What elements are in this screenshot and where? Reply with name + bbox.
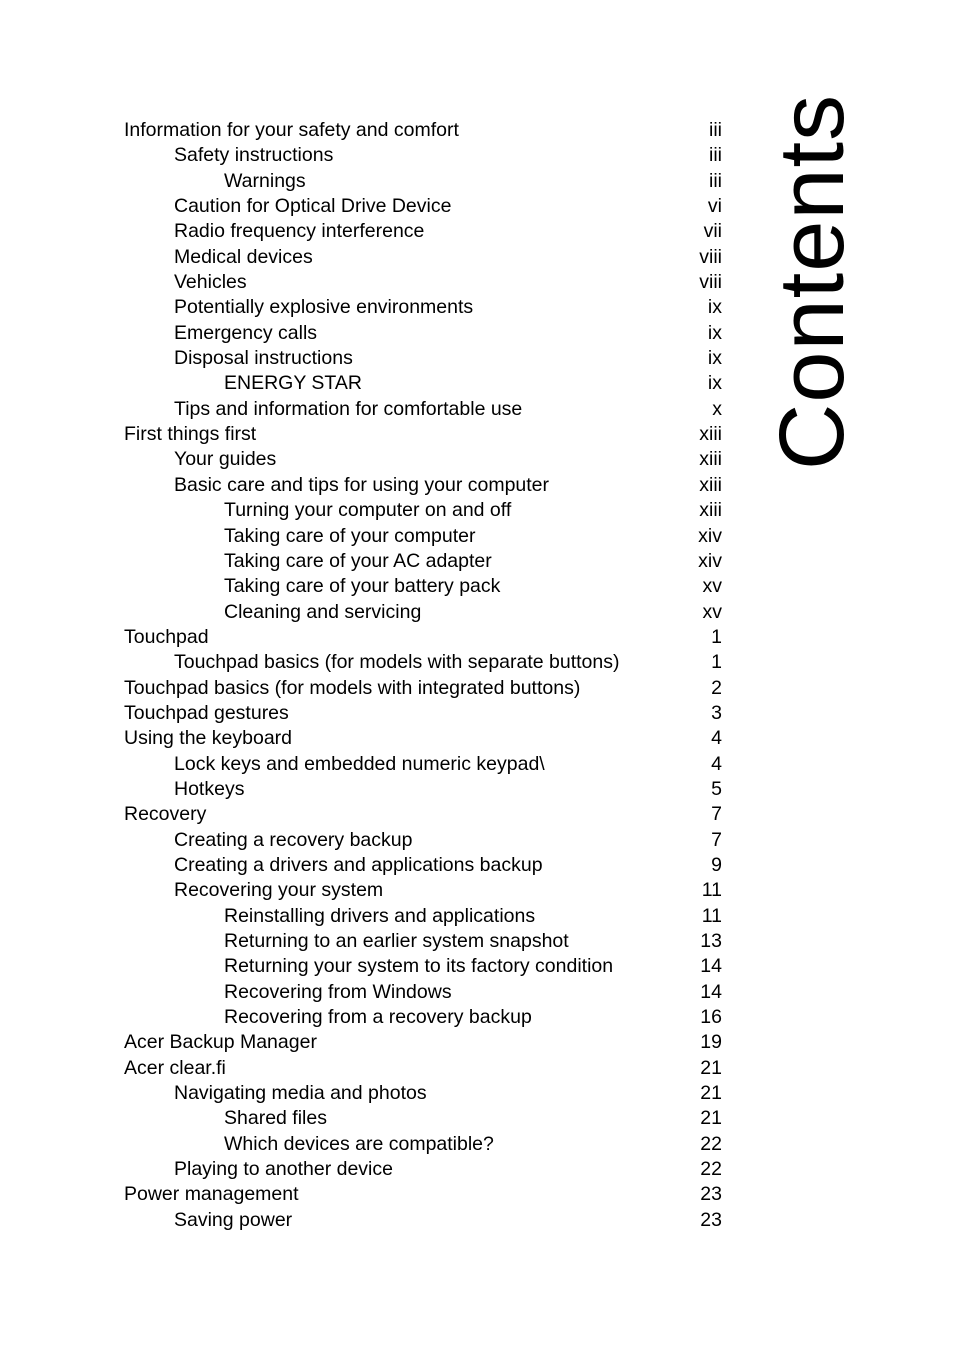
toc-entry-title: First things first	[124, 423, 257, 446]
toc-entry[interactable]	[124, 1056, 724, 1081]
toc-entry-title: Safety instructions	[174, 144, 334, 167]
toc-entry-title: Turning your computer on and off	[224, 499, 512, 522]
toc-entry-page-number: xv	[702, 575, 722, 598]
toc-entry-page-number: 9	[711, 853, 722, 876]
toc-entry-page-number: 7	[711, 803, 722, 826]
toc-entry[interactable]	[124, 1182, 724, 1207]
toc-entry-title: Using the keyboard	[124, 727, 293, 750]
toc-entry[interactable]	[124, 980, 724, 1005]
toc-entry-title: Your guides	[174, 448, 277, 471]
toc-entry-title: Touchpad	[124, 625, 209, 648]
toc-entry-title: Information for your safety and comfort	[124, 119, 459, 141]
toc-entry-page-number: 23	[700, 1208, 722, 1231]
toc-entry-page-number: iii	[709, 144, 722, 167]
toc-entry-page-number: xiii	[699, 423, 722, 446]
toc-entry-title: Which devices are compatible?	[224, 1132, 494, 1155]
toc-entry-title: Returning to an earlier system snapshot	[224, 930, 569, 952]
toc-entry-page-number: 5	[711, 777, 722, 800]
toc-entry-page-number: 1	[711, 651, 722, 674]
toc-entry-title: Medical devices	[174, 245, 313, 268]
toc-entry-page-number: xiv	[698, 524, 722, 547]
toc-entry-title: Taking care of your battery pack	[224, 575, 501, 598]
toc-entry-title: Navigating media and photos	[174, 1082, 427, 1105]
toc-entry-title: ENERGY STAR	[224, 372, 362, 395]
toc-entry-page-number: vi	[707, 195, 722, 218]
toc-entry-title: Reinstalling drivers and applications	[224, 904, 536, 927]
toc-entry-title: Emergency calls	[174, 321, 318, 344]
toc-entry-title: Warnings	[224, 169, 306, 192]
toc-entry-title: Touchpad basics (for models with separate buttons)	[174, 651, 620, 674]
toc-entry[interactable]	[124, 524, 724, 549]
toc-entry[interactable]	[124, 701, 724, 726]
toc-entry-page-number: xiv	[698, 549, 722, 572]
toc-entry-page-number: 11	[701, 904, 722, 927]
toc-entry-page-number: ix	[707, 296, 722, 319]
toc-entry-title: Taking care of your computer	[224, 524, 476, 547]
toc-entry-page-number: xiii	[699, 473, 722, 496]
toc-entry[interactable]	[124, 245, 724, 270]
toc-entry[interactable]	[124, 346, 724, 371]
toc-entry-title: Cleaning and servicing	[224, 600, 422, 623]
toc-entry-page-number: 2	[711, 676, 722, 699]
toc-entry[interactable]	[124, 929, 724, 954]
toc-entry-page-number: ix	[707, 321, 722, 344]
toc-entry-page-number: 3	[711, 701, 722, 724]
toc-entry-page-number: 23	[700, 1183, 722, 1206]
toc-entry[interactable]	[124, 118, 724, 143]
toc-entry[interactable]	[124, 498, 724, 523]
toc-entry-title: Recovering from Windows	[224, 980, 452, 1003]
contents-heading: Contents	[761, 93, 863, 471]
toc-entry-title: Hotkeys	[174, 777, 245, 800]
toc-entry-title: Recovering from a recovery backup	[224, 1006, 532, 1029]
toc-entry[interactable]	[124, 143, 724, 168]
toc-entry[interactable]	[124, 1132, 724, 1157]
toc-entry[interactable]	[124, 1081, 724, 1106]
toc-entry-title: Creating a drivers and applications backup	[174, 853, 543, 876]
toc-entry[interactable]	[124, 625, 724, 650]
toc-entry-page-number: xv	[702, 600, 722, 623]
toc-entry[interactable]	[124, 752, 724, 777]
toc-entry-page-number: xiii	[699, 499, 722, 522]
toc-entry-page-number: 4	[711, 752, 722, 775]
toc-entry-title: Power management	[124, 1183, 299, 1206]
toc-entry-page-number: 13	[700, 930, 722, 952]
toc-entry-page-number: xiii	[699, 448, 722, 471]
toc-entry[interactable]	[124, 1005, 724, 1030]
toc-entry[interactable]	[124, 447, 724, 472]
toc-entry-page-number: vii	[703, 220, 722, 243]
toc-entry[interactable]	[124, 321, 724, 346]
toc-entry[interactable]	[124, 802, 724, 827]
toc-entry-title: Acer Backup Manager	[124, 1031, 317, 1054]
table-of-contents	[124, 118, 724, 1233]
toc-entry-page-number: 7	[711, 828, 722, 851]
toc-entry-page-number: 16	[700, 1006, 722, 1029]
toc-entry-page-number: 4	[711, 727, 722, 750]
toc-entry-page-number: 11	[701, 879, 722, 902]
toc-entry-page-number: viii	[699, 271, 722, 294]
toc-entry-page-number: iii	[709, 119, 722, 141]
toc-entry-title: Saving power	[174, 1208, 293, 1231]
toc-entry-title: Basic care and tips for using your computer	[174, 473, 550, 496]
toc-entry[interactable]	[124, 853, 724, 878]
toc-entry-title: Acer clear.fi	[124, 1056, 226, 1079]
toc-entry[interactable]	[124, 219, 724, 244]
toc-entry[interactable]	[124, 194, 724, 219]
toc-entry-page-number: 22	[700, 1132, 722, 1155]
toc-entry[interactable]	[124, 777, 724, 802]
toc-entry[interactable]	[124, 1106, 724, 1131]
toc-entry[interactable]	[124, 1030, 724, 1055]
toc-entry[interactable]	[124, 600, 724, 625]
toc-entry[interactable]	[124, 549, 724, 574]
toc-entry-title: Tips and information for comfortable use	[174, 397, 523, 420]
toc-entry-page-number: ix	[707, 372, 722, 395]
toc-entry-page-number: ix	[707, 347, 722, 370]
toc-entry-title: Touchpad gestures	[124, 701, 289, 724]
toc-entry[interactable]	[124, 574, 724, 599]
toc-entry-title: Disposal instructions	[174, 347, 353, 370]
toc-entry[interactable]	[124, 904, 724, 929]
toc-entry[interactable]	[124, 954, 724, 979]
toc-entry-title: Recovering your system	[174, 879, 384, 902]
toc-entry[interactable]	[124, 676, 724, 701]
toc-entry-title: Taking care of your AC adapter	[224, 549, 492, 572]
toc-entry-page-number: viii	[699, 245, 722, 268]
toc-entry[interactable]	[124, 371, 724, 396]
toc-entry-page-number: 21	[700, 1056, 722, 1079]
toc-entry-page-number: 14	[700, 955, 722, 978]
toc-entry-page-number: 19	[700, 1031, 722, 1054]
toc-entry-title: Returning your system to its factory condition	[224, 955, 614, 978]
toc-entry-title: Lock keys and embedded numeric keypad\	[174, 752, 545, 775]
toc-entry[interactable]	[124, 726, 724, 751]
toc-entry[interactable]	[124, 650, 724, 675]
toc-entry[interactable]	[124, 473, 724, 498]
toc-entry-title: Vehicles	[174, 271, 247, 294]
toc-entry[interactable]	[124, 878, 724, 903]
toc-entry[interactable]	[124, 397, 724, 422]
toc-entry[interactable]	[124, 1157, 724, 1182]
toc-entry-page-number: 1	[711, 625, 722, 648]
toc-entry[interactable]	[124, 270, 724, 295]
toc-entry-title: Touchpad basics (for models with integrated buttons)	[124, 676, 581, 699]
toc-entry[interactable]	[124, 1208, 724, 1233]
toc-entry[interactable]	[124, 169, 724, 194]
toc-entry-title: Shared files	[224, 1107, 327, 1130]
toc-entry-page-number: 21	[700, 1082, 722, 1105]
toc-entry-title: Creating a recovery backup	[174, 828, 413, 851]
toc-entry[interactable]	[124, 295, 724, 320]
toc-entry-title: Radio frequency interference	[174, 220, 425, 243]
toc-entry-title: Caution for Optical Drive Device	[174, 195, 452, 218]
toc-entry-title: Recovery	[124, 803, 207, 826]
toc-entry-title: Playing to another device	[174, 1158, 393, 1181]
toc-entry-page-number: 14	[700, 980, 722, 1003]
toc-entry-page-number: 22	[700, 1158, 722, 1181]
toc-entry-title: Potentially explosive environments	[174, 296, 474, 319]
toc-entry[interactable]	[124, 422, 724, 447]
toc-entry-page-number: x	[712, 397, 722, 420]
toc-entry-page-number: iii	[709, 169, 722, 192]
toc-entry-page-number: 21	[700, 1107, 722, 1130]
toc-entry[interactable]	[124, 828, 724, 853]
